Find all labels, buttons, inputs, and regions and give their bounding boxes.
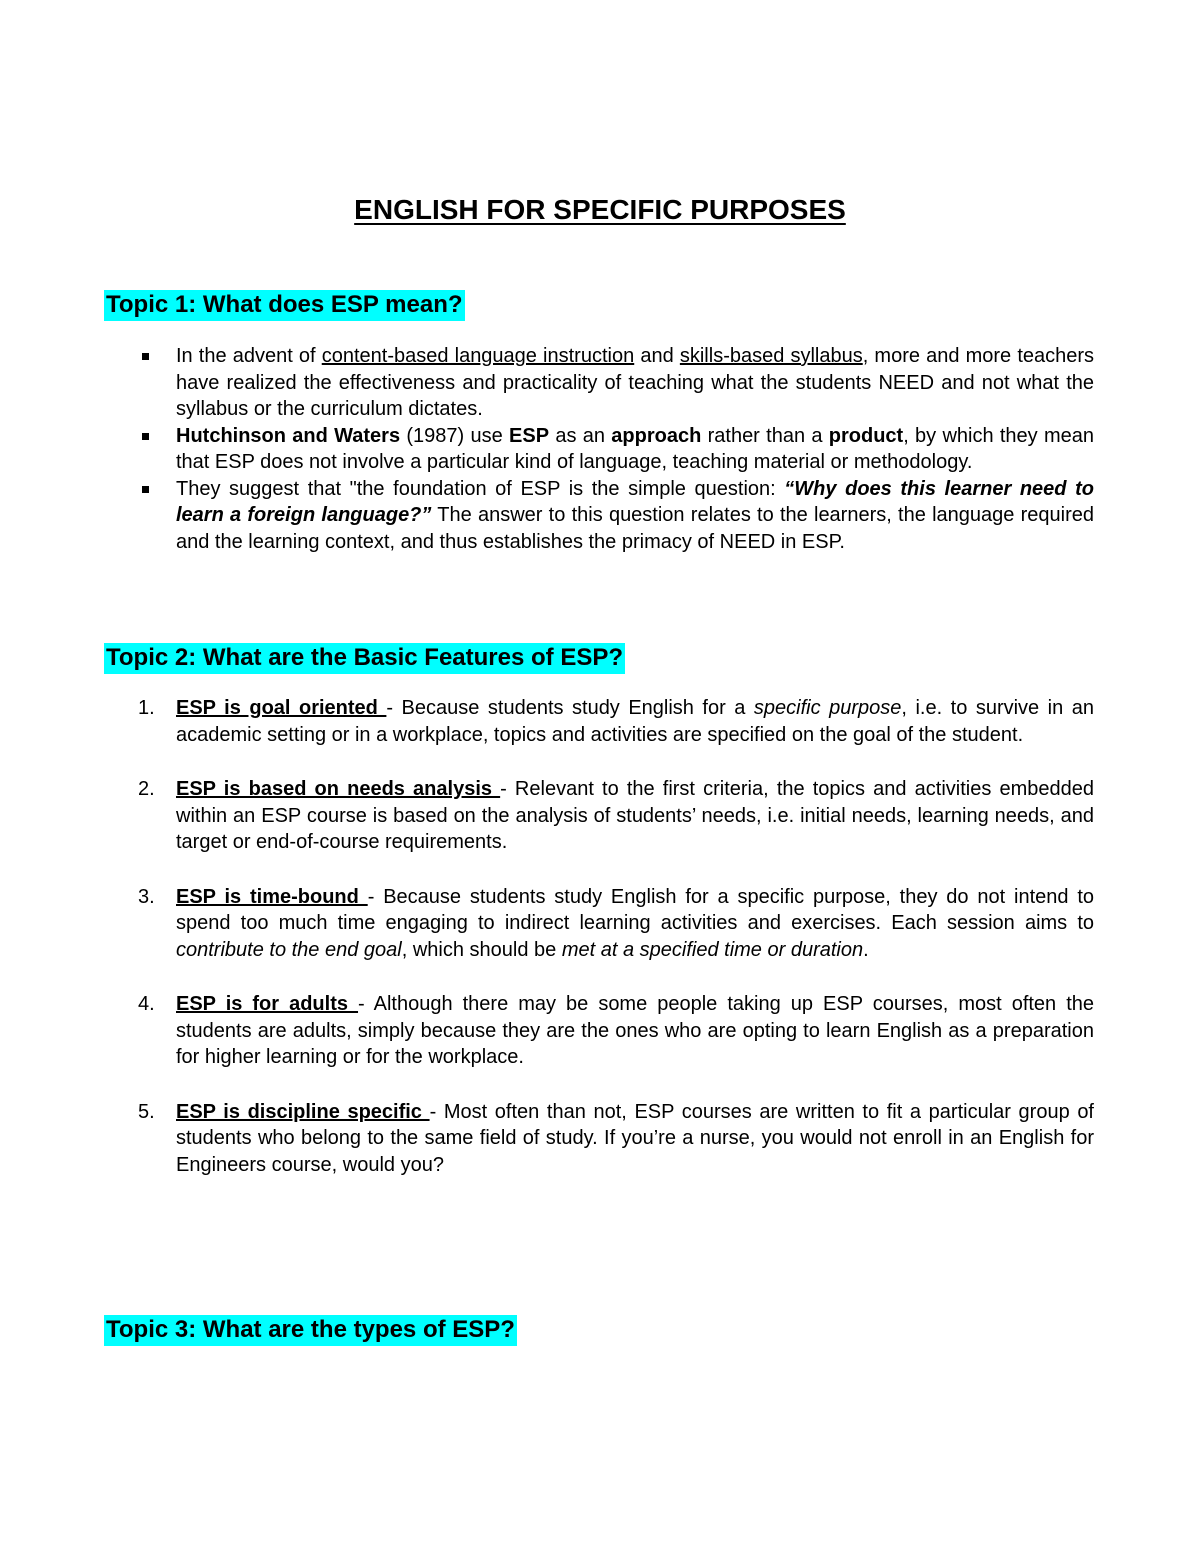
list-number: 1. (138, 697, 155, 719)
feature-item (106, 1099, 1094, 1179)
text-run: , which should be (401, 938, 562, 961)
list-number: 5. (138, 1100, 155, 1123)
list-number: 2. (138, 778, 155, 800)
text-run: (1987) use (400, 424, 510, 447)
bullet-item (106, 423, 1094, 476)
topic-2-feature-list (106, 695, 1094, 1206)
text-run: , by which they mean that ESP does not involve a particular kind of language, teaching material or methodology. (176, 424, 1094, 473)
text-run: - Relevant to the first criteria, the topics and activities embedded within an ESP course is based on the analysis of students’ needs, i.e. initial needs, learning needs, and target or end-of-course requirements. (176, 778, 1094, 853)
bold-term: approach (611, 424, 702, 447)
text-run: - Because students study English for a (386, 697, 754, 719)
bold-term: product (828, 424, 904, 447)
topic-1-heading-text: Topic 1: What does ESP mean? (104, 290, 465, 321)
text-run: In the advent of (176, 345, 322, 367)
feature-item (106, 991, 1094, 1071)
text-run: , more and more teachers have realized the effectiveness and practicality of teaching what the students NEED and not what the syllabus or the curriculum dictates. (176, 345, 1095, 420)
bullet-item (106, 343, 1094, 423)
feature-term: ESP is based on needs analysis (176, 778, 501, 800)
square-bullet-icon (142, 433, 149, 440)
topic-1-bullet-list (106, 343, 1094, 555)
text-run: rather than a (701, 424, 829, 447)
feature-term: ESP is goal oriented (176, 697, 387, 719)
feature-term: ESP is for adults (176, 993, 359, 1015)
topic-3-heading-text: Topic 3: What are the types of ESP? (104, 1315, 517, 1346)
list-number: 3. (138, 885, 155, 908)
italic-text: contribute to the end goal (176, 938, 402, 961)
bold-term: Hutchinson and Waters (176, 424, 401, 447)
feature-term: ESP is discipline specific (176, 1100, 430, 1123)
text-run: . (863, 938, 869, 961)
text-run: as an (549, 424, 612, 447)
bold-term: ESP (509, 424, 550, 447)
square-bullet-icon (142, 353, 149, 360)
topic-2-heading-text: Topic 2: What are the Basic Features of ESP? (104, 643, 625, 674)
list-number: 4. (138, 993, 155, 1015)
italic-text: met at a specified time or duration (561, 938, 864, 961)
bold-italic-quote: “Why does this learner need to learn a foreign language?” (176, 477, 1094, 526)
underlined-term: skills-based syllabus (679, 345, 863, 367)
document-title: ENGLISH FOR SPECIFIC PURPOSES (354, 194, 846, 225)
text-run: The answer to this question relates to the learners, the language required and the learning context, and thus establishes the primacy of NEED in ESP. (176, 504, 1094, 553)
feature-item (106, 884, 1094, 964)
text-run: They suggest that "the foundation of ESP is the simple question: (176, 477, 785, 500)
text-run: and (634, 345, 680, 367)
text-run: - Because students study English for a specific purpose, they do not intend to spend too much time engaging to indirect learning activities and exercises. Each session aims to (176, 885, 1094, 934)
topic-2-heading (104, 641, 625, 675)
text-run: - Although there may be some people taking up ESP courses, most often the students are adults, simply because they are the ones who are opting to learn English as a preparation for higher learning or for the workplace. (176, 993, 1095, 1068)
bullet-item (106, 476, 1094, 556)
italic-text: specific purpose (753, 697, 902, 719)
text-run: - Most often than not, ESP courses are written to fit a particular group of students who belong to the same field of study. If you’re a nurse, you would not enroll in an English for Engineers course, would you? (176, 1100, 1094, 1176)
topic-1-heading (104, 288, 465, 322)
text-run: , i.e. to survive in an academic setting or in a workplace, topics and activities are specified on the goal of the student. (176, 697, 1095, 746)
topic-3-heading (104, 1313, 517, 1347)
square-bullet-icon (142, 486, 149, 493)
underlined-term: content-based language instruction (321, 345, 635, 367)
feature-term: ESP is time-bound (176, 885, 368, 908)
feature-item (106, 776, 1094, 856)
feature-item (106, 695, 1094, 748)
